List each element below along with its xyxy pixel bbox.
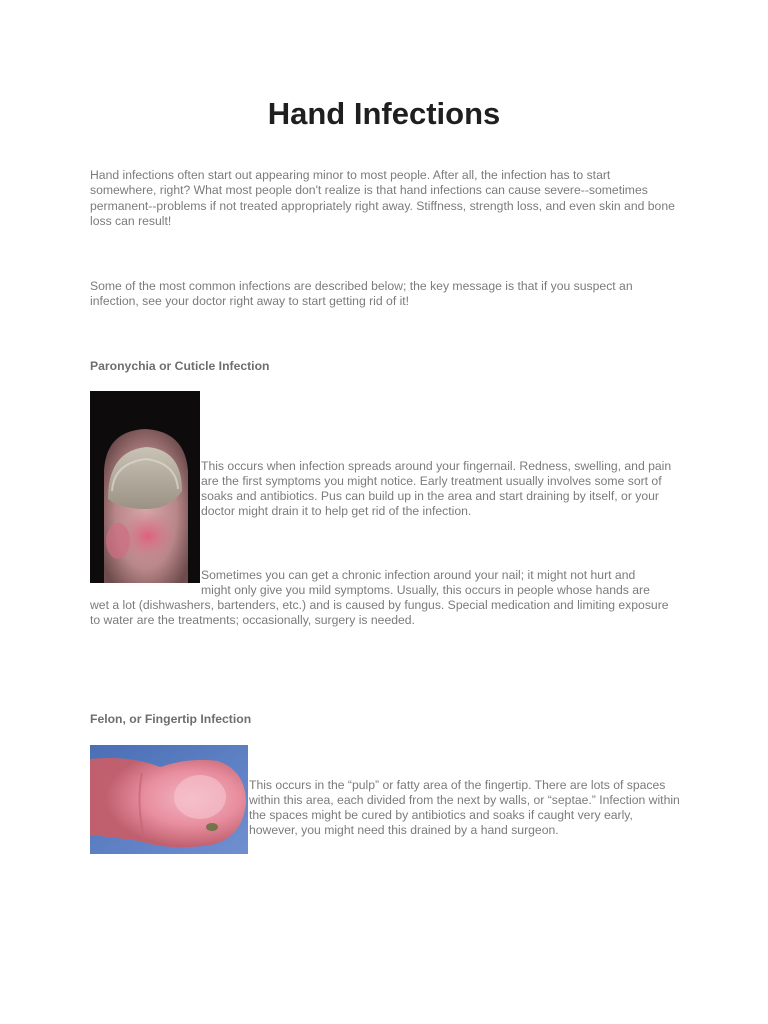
infected-fingertip-photo bbox=[90, 745, 248, 854]
felon-description: This occurs in the “pulp” or fatty area of the fingertip. There are lots of spaces within this area, each divided from the next by walls, or “septae.” Infection within the spaces might be cured by antibiotics and soaks if caught very early, however, you might need this drained by a hand surgeon. bbox=[249, 778, 680, 837]
chronic-infection-line-2: might only give you mild symptoms. Usually, this occurs in people whose hands are bbox=[201, 583, 650, 597]
intro-paragraph: Hand infections often start out appearing minor to most people. After all, the infection has to start somewhere, right? What most people don't realize is that hand infections can cause severe--sometimes permanent--problems if not treated appropriately right away. Stiffness, strength loss, and even skin and bone loss can result! bbox=[90, 168, 675, 229]
infected-cuticle-photo bbox=[90, 391, 200, 583]
chronic-infection-line-1: Sometimes you can get a chronic infection around your nail; it might not hurt and bbox=[201, 568, 636, 582]
page-title: Hand Infections bbox=[267, 96, 501, 131]
section-heading-felon: Felon, or Fingertip Infection bbox=[90, 712, 252, 726]
section-heading-paronychia: Paronychia or Cuticle Infection bbox=[90, 359, 270, 373]
paronychia-description: This occurs when infection spreads around your fingernail. Redness, swelling, and pain are the first symptoms you might notice. Early treatment usually involves some sort of soaks and antibiotics. Pus can build up in the area and start draining by itself, or your doctor might drain it to help get rid of the infection. bbox=[201, 459, 672, 518]
common-infections-paragraph: Some of the most common infections are described below; the key message is that if you suspect an infection, see your doctor right away to start getting rid of it! bbox=[90, 279, 633, 309]
chronic-infection-rest: wet a lot (dishwashers, bartenders, etc.) and is caused by fungus. Special medication and limiting exposure to water are the treatments; occasionally, surgery is needed. bbox=[90, 598, 669, 627]
